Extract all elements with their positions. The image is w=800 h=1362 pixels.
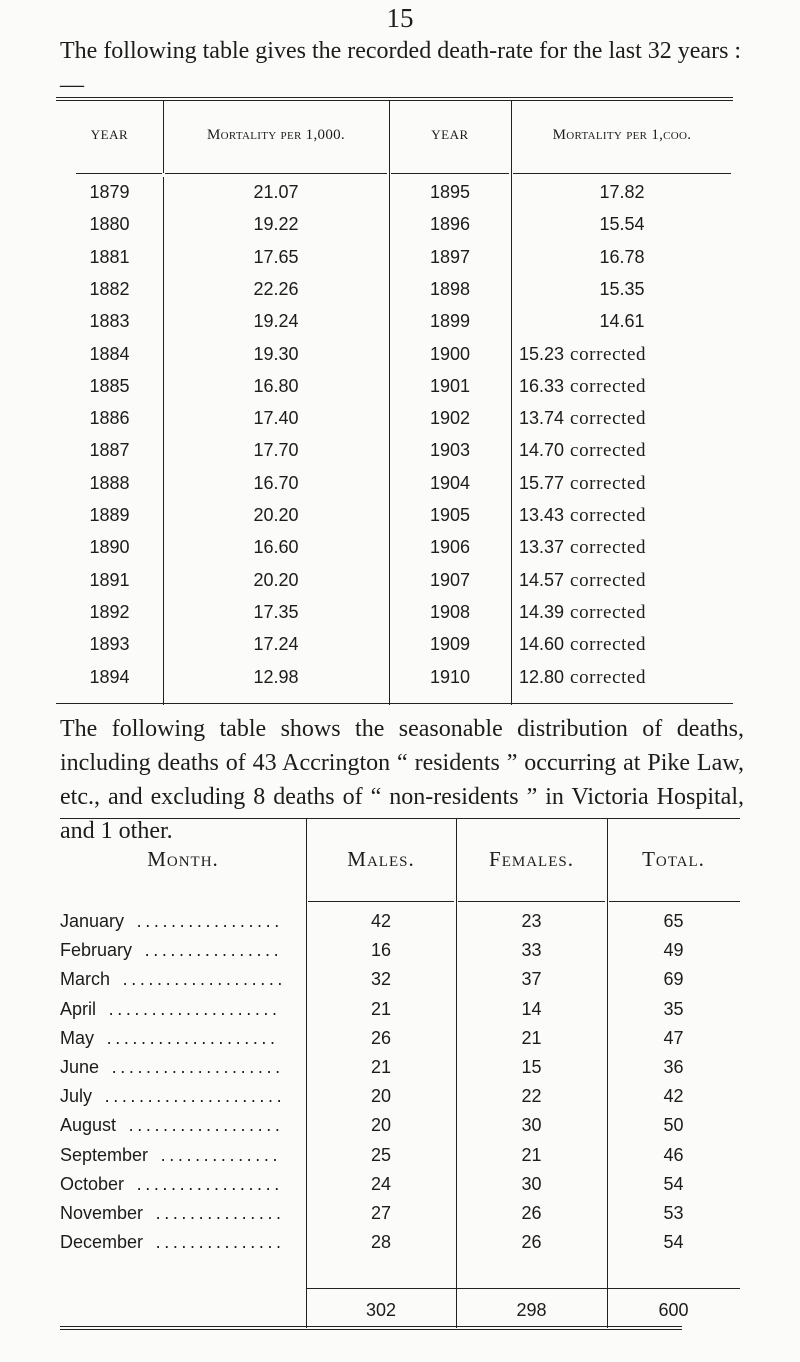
table-row: [56, 343, 733, 366]
month-cell: [60, 939, 300, 963]
table-row: [60, 1085, 740, 1109]
mortality-value: 13.43: [519, 505, 565, 525]
year-cell: 1905: [429, 505, 471, 525]
males-cell: 28: [370, 1232, 392, 1253]
dot-leader: ...................: [114, 969, 287, 990]
total-females: 298: [516, 1300, 547, 1320]
total-cell: 49: [663, 940, 684, 961]
year-cell: 1902: [429, 408, 471, 429]
table-row: [56, 246, 733, 269]
females-cell: 30: [521, 1173, 542, 1194]
header-rule: [391, 173, 509, 174]
mortality-cell: [511, 666, 733, 689]
correction-note: corrected: [570, 569, 647, 591]
females-cell: 23: [521, 911, 542, 931]
females-cell: 21: [521, 1144, 542, 1165]
dot-leader: ...............: [147, 1203, 285, 1223]
year-cell: 1910: [429, 666, 471, 687]
total-cell: 69: [663, 969, 684, 990]
table-row: [60, 910, 740, 934]
mortality-value: 14.61: [599, 311, 645, 332]
males-cell: 26: [370, 1027, 392, 1048]
year-cell: 1894: [89, 666, 130, 687]
table-row: [56, 536, 733, 559]
month-label: March: [60, 969, 114, 989]
correction-note: corrected: [570, 375, 647, 397]
dot-leader: ....................: [100, 998, 281, 1019]
mortality-cell: [511, 633, 733, 656]
month-label: February: [60, 940, 136, 960]
table-row: [56, 213, 733, 236]
mortality-cell: 12.98: [253, 666, 299, 687]
mortality-value: 15.54: [599, 214, 645, 235]
header-rule: [76, 173, 162, 174]
year-cell: 1903: [429, 440, 471, 461]
mortality-cell: 17.35: [253, 601, 299, 622]
mortality-value: 14.70: [519, 440, 565, 461]
females-cell: 33: [521, 940, 542, 961]
mortality-cell: [511, 181, 733, 204]
total-cell: 65: [663, 911, 684, 931]
mortality-value: 15.35: [599, 278, 645, 299]
month-cell: [60, 1173, 300, 1197]
header-year-a: YEAR: [90, 127, 129, 142]
males-cell: 20: [370, 1115, 392, 1136]
dot-leader: ....................: [103, 1057, 284, 1077]
month-label: October: [60, 1174, 128, 1194]
dot-leader: ...............: [147, 1232, 285, 1253]
month-label: April: [60, 999, 100, 1019]
year-cell: 1906: [429, 537, 471, 558]
mortality-cell: 17.65: [253, 246, 299, 267]
table-row: [56, 310, 733, 333]
mortality-value: 16.33: [519, 375, 565, 396]
correction-note: corrected: [570, 343, 647, 365]
mortality-cell: 16.70: [253, 472, 299, 493]
year-cell: 1901: [429, 375, 471, 396]
table-row: [60, 1027, 740, 1051]
table-row: [56, 601, 733, 624]
month-cell: [60, 910, 300, 934]
table-row: [56, 278, 733, 301]
table-row: [60, 1173, 740, 1197]
total-cell: 53: [663, 1203, 684, 1223]
females-cell: 15: [521, 1057, 542, 1077]
header-rule: [609, 901, 740, 902]
table-row: [56, 439, 733, 462]
mortality-cell: 17.40: [253, 408, 299, 429]
year-cell: 1882: [89, 278, 130, 299]
year-cell: 1908: [429, 601, 471, 622]
table-row: [56, 375, 733, 398]
year-cell: 1895: [429, 182, 471, 202]
header-rule: [308, 901, 454, 902]
mortality-value: 16.78: [599, 246, 645, 267]
mortality-value: 12.80: [519, 666, 565, 687]
table-row: [60, 1056, 740, 1080]
mortality-cell: [511, 472, 733, 495]
totals-row: [60, 1299, 740, 1323]
total-cell: 36: [663, 1057, 684, 1077]
table-row: [56, 181, 733, 204]
mortality-cell: 20.20: [253, 569, 299, 590]
year-cell: 1888: [89, 472, 130, 493]
total-cell: 47: [663, 1027, 684, 1048]
dot-leader: .................: [128, 911, 283, 931]
year-cell: 1897: [429, 246, 471, 267]
total-cell: 46: [663, 1144, 684, 1165]
header-rule: [458, 901, 605, 902]
mortality-cell: 16.80: [253, 375, 299, 396]
year-cell: 1891: [89, 569, 130, 590]
table-row: [56, 633, 733, 656]
month-label: December: [60, 1232, 147, 1252]
year-cell: 1893: [89, 634, 130, 655]
year-cell: 1909: [429, 634, 471, 655]
females-cell: 14: [521, 998, 542, 1019]
males-cell: 16: [370, 940, 392, 961]
males-cell: 24: [370, 1173, 392, 1194]
table-bottom-rule: [60, 1326, 682, 1327]
year-cell: 1907: [429, 569, 471, 590]
year-cell: 1887: [89, 440, 130, 461]
year-cell: 1896: [429, 214, 471, 235]
death-rate-intro: The following table gives the recorded death-rate for the last 32 years :—: [60, 38, 742, 98]
total-cell: 50: [663, 1115, 684, 1136]
year-cell: 1899: [429, 311, 471, 332]
females-cell: 37: [521, 969, 542, 990]
table-row: [60, 1114, 740, 1138]
females-cell: 30: [521, 1115, 542, 1136]
mortality-value: 14.57: [519, 569, 565, 590]
month-cell: [60, 1114, 300, 1138]
grand-total: 600: [658, 1300, 689, 1320]
month-label: July: [60, 1086, 96, 1106]
header-males: Males.: [347, 847, 415, 871]
month-cell: [60, 1056, 300, 1080]
year-cell: 1881: [89, 246, 130, 267]
month-cell: [60, 1202, 300, 1226]
mortality-cell: [511, 213, 733, 236]
mortality-cell: 19.22: [253, 214, 299, 235]
header-total: Total.: [642, 847, 705, 871]
table-row: [60, 1144, 740, 1168]
correction-note: corrected: [570, 601, 647, 623]
month-cell: [60, 1231, 300, 1255]
year-cell: 1890: [89, 537, 130, 558]
mortality-value: 13.37: [519, 537, 565, 558]
dot-leader: .....................: [96, 1086, 286, 1107]
males-cell: 42: [370, 911, 392, 931]
dot-leader: ..............: [152, 1144, 282, 1165]
header-year-b: YEAR: [431, 127, 469, 142]
table-row: [60, 939, 740, 963]
females-cell: 26: [521, 1232, 542, 1253]
males-cell: 32: [370, 969, 392, 990]
death-rate-table: [56, 97, 733, 705]
year-cell: 1883: [89, 311, 130, 332]
mortality-cell: [511, 310, 733, 333]
table-row: [56, 504, 733, 527]
males-cell: 20: [370, 1086, 392, 1107]
mortality-cell: [511, 407, 733, 430]
dot-leader: ..................: [120, 1115, 284, 1136]
correction-note: corrected: [570, 408, 647, 430]
mortality-value: 14.60: [519, 634, 565, 655]
total-cell: 54: [663, 1173, 684, 1194]
month-label: May: [60, 1028, 98, 1048]
header-mortality-b: Mortality per 1,coo.: [552, 126, 692, 143]
header-mortality-a: Mortality per 1,000.: [207, 126, 345, 143]
month-cell: [60, 998, 300, 1022]
total-cell: 35: [663, 998, 684, 1019]
females-cell: 22: [521, 1086, 542, 1107]
year-cell: 1879: [89, 182, 130, 202]
females-cell: 26: [521, 1203, 542, 1223]
seasonal-intro: The following table shows the seasonable distribution of deaths, including deaths of 43 Accrington “ residents ” occurring at Pike Law, etc., and excluding 8 deaths of “ non-residents ” in Victoria Hospital, and 1 other.: [60, 716, 744, 844]
mortality-cell: [511, 343, 733, 366]
males-cell: 21: [370, 1057, 392, 1077]
month-cell: [60, 1027, 300, 1051]
table-bottom-rule: [56, 703, 733, 704]
correction-note: corrected: [570, 634, 647, 656]
mortality-cell: [511, 569, 733, 592]
mortality-cell: 22.26: [253, 278, 299, 299]
correction-note: corrected: [570, 537, 647, 559]
year-cell: 1904: [429, 472, 471, 493]
dot-leader: .................: [128, 1173, 283, 1194]
mortality-cell: [511, 246, 733, 269]
correction-note: corrected: [570, 472, 647, 494]
month-cell: [60, 1144, 300, 1168]
table-row: [60, 968, 740, 992]
females-cell: 21: [521, 1027, 542, 1048]
mortality-value: 13.74: [519, 408, 565, 429]
month-label: November: [60, 1203, 147, 1223]
correction-note: corrected: [570, 440, 647, 462]
seasonal-table: [60, 818, 740, 1328]
males-cell: 27: [370, 1203, 392, 1223]
month-cell: [60, 968, 300, 992]
month-cell: [60, 1085, 300, 1109]
totals-rule: [306, 1288, 740, 1289]
year-cell: 1880: [89, 214, 130, 235]
mortality-cell: [511, 504, 733, 527]
mortality-cell: 19.24: [253, 311, 299, 332]
males-cell: 25: [370, 1144, 392, 1165]
total-males: 302: [365, 1300, 397, 1320]
year-cell: 1892: [89, 601, 130, 622]
correction-note: corrected: [570, 505, 647, 526]
year-cell: 1900: [429, 343, 471, 364]
mortality-cell: 21.07: [253, 182, 299, 202]
mortality-value: 15.77: [519, 472, 565, 493]
month-label: January: [60, 911, 128, 931]
table-row: [56, 472, 733, 495]
mortality-cell: 17.24: [253, 634, 299, 655]
table-row: [56, 407, 733, 430]
month-label: September: [60, 1145, 152, 1165]
table-row: [60, 1202, 740, 1226]
year-cell: 1889: [89, 505, 130, 525]
mortality-cell: 19.30: [253, 343, 299, 364]
month-label: June: [60, 1057, 103, 1077]
mortality-cell: [511, 536, 733, 559]
table-bottom-rule-inner: [60, 1329, 682, 1330]
header-rule: [165, 173, 387, 174]
dot-leader: ................: [136, 940, 283, 961]
males-cell: 21: [370, 998, 392, 1019]
mortality-cell: [511, 278, 733, 301]
mortality-cell: 16.60: [253, 537, 299, 558]
mortality-value: 17.82: [599, 182, 645, 202]
mortality-cell: 20.20: [253, 505, 299, 525]
total-cell: 42: [663, 1086, 684, 1107]
mortality-cell: [511, 375, 733, 398]
mortality-cell: [511, 601, 733, 624]
page-number: 15: [386, 3, 414, 33]
table-row: [60, 998, 740, 1022]
table-row: [56, 569, 733, 592]
year-cell: 1898: [429, 278, 471, 299]
mortality-value: 14.39: [519, 601, 565, 622]
month-label: August: [60, 1115, 120, 1135]
total-cell: 54: [663, 1232, 684, 1253]
mortality-cell: 17.70: [253, 440, 299, 461]
header-rule: [513, 173, 731, 174]
table-row: [60, 1231, 740, 1255]
header-females: Females.: [489, 847, 574, 871]
table-row: [56, 666, 733, 689]
year-cell: 1885: [89, 375, 130, 396]
year-cell: 1886: [89, 408, 130, 429]
correction-note: corrected: [570, 666, 647, 688]
dot-leader: ....................: [98, 1027, 279, 1048]
mortality-value: 15.23: [519, 343, 565, 364]
year-cell: 1884: [89, 343, 130, 364]
header-month: Month.: [147, 847, 219, 871]
mortality-cell: [511, 439, 733, 462]
